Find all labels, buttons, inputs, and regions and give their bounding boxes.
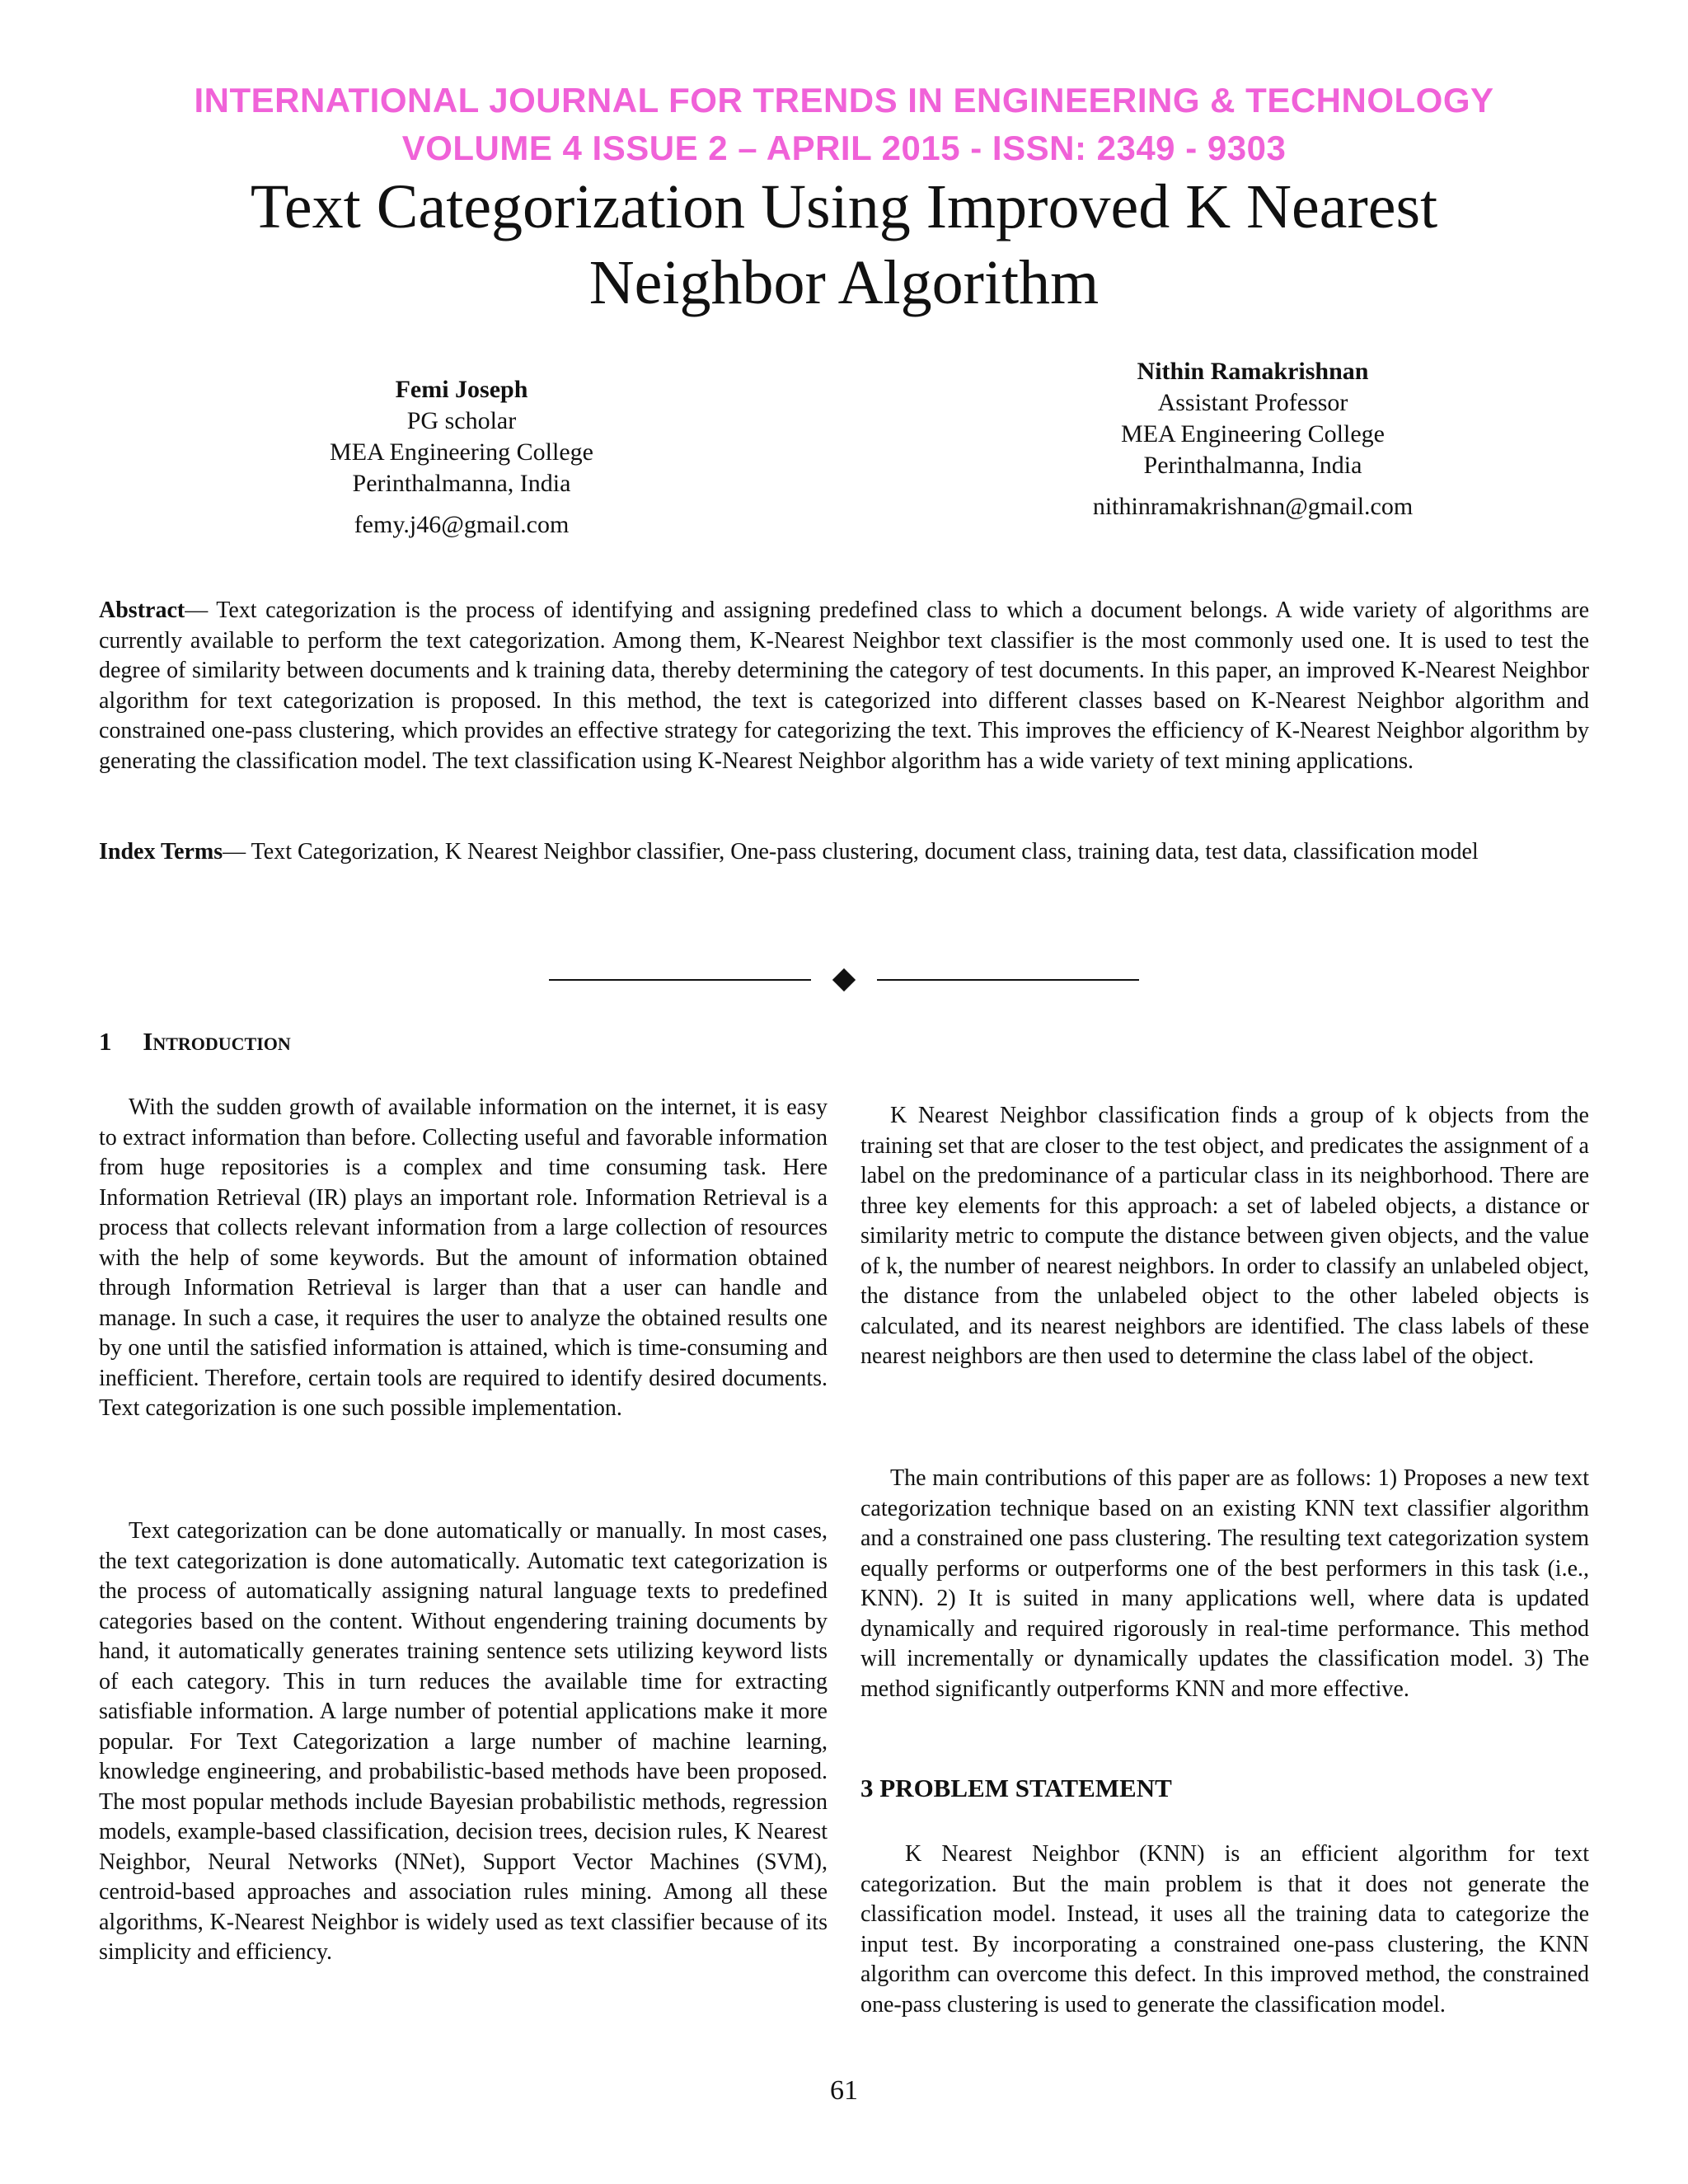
- divider-line-left: [549, 979, 811, 981]
- intro-paragraph-1: With the sudden growth of available information on the internet, it is easy to extract information than before. Collecting useful and favorable information from huge repositories is a complex and time consuming task. Here Information Retrieval (IR) plays an important role. Information Retrieval is a process that collects relevant information from a large collection of resources with the help of some keywords. But the amount of information obtained through Information Retrieval is larger than that a user can handle and manage. In such a case, it requires the user to analyze the obtained results one by one until the satisfied information is attained, which is time-consuming and inefficient. Therefore, certain tools are required to identify desired documents. Text categorization is one such possible implementation.: [99, 1094, 828, 1421]
- abstract: [99, 596, 1589, 776]
- title-line-2: Neighbor Algorithm: [588, 248, 1100, 317]
- page-number: 61: [830, 2075, 858, 2106]
- title-line-1: Text Categorization Using Improved K Nearest: [250, 172, 1438, 241]
- author-location: Perinthalmanna, India: [1143, 452, 1362, 479]
- paper-title: [0, 169, 1688, 321]
- author-role: PG scholar: [406, 407, 517, 434]
- problem-statement-paragraph: K Nearest Neighbor (KNN) is an efficient algorithm for text categorization. But the main problem is that it does not generate the classification model. Instead, it uses all the training data to categorize the input test. By incorporating a constrained one-pass clustering, the KNN algorithm can overcome this defect. In this improved method, the constrained one-pass clustering is used to generate the classification model.: [860, 1841, 1589, 2018]
- index-terms-text: — Text Categorization, K Nearest Neighbor classifier, One-pass clustering, document class, training data, test data, classification model: [223, 839, 1479, 865]
- abstract-text: — Text categorization is the process of identifying and assigning predefined class to which a document belongs. A wide variety of algorithms are currently available to perform the text categorization. Among them, K-Nearest Neighbor text classifier is the most commonly used one. It is used to test the degree of similarity between documents and k training data, thereby determining the category of test documents. In this paper, an improved K-Nearest Neighbor algorithm for text categorization is proposed. In this method, the text is categorized into different classes based on K-Nearest Neighbor algorithm and constrained one-pass clustering, which provides an effective strategy for categorizing the text. This improves the efficiency of K-Nearest Neighbor algorithm by generating the classification model. The text classification using K-Nearest Neighbor algorithm has a wide variety of text mining applications.: [99, 598, 1589, 774]
- intro-paragraph-3: K Nearest Neighbor classification finds a group of k objects from the training set that are closer to the test object, and predicates the assignment of a label on the predominance of a particular class in its neighborhood. There are three key elements for this approach: a set of labeled objects, a distance or similarity metric to compute the distance between given objects, and the value of k, the number of nearest neighbors. In order to classify an unlabeled object, the distance from the unlabeled object to the other labeled objects is calculated, and its nearest neighbors are identified. The class labels of these nearest neighbors are then used to determine the class label of the object.: [860, 1103, 1589, 1369]
- intro-paragraph-2: Text categorization can be done automatically or manually. In most cases, the text categorization is done automatically. Automatic text categorization is the process of automatically assigning natural language texts to predefined categories based on the content. Without engendering training documents by hand, it automatically generates training sentence sets utilizing keyword lists of each category. This in turn reduces the available time for extracting satisfiable information. A large number of potential applications make it more popular. For Text Categorization a large number of machine learning, knowledge engineering, and probabilistic-based methods have been proposed. The most popular methods include Bayesian probabilistic methods, regression models, example-based classification, decision trees, decision rules, K Nearest Neighbor, Neural Networks (NNet), Support Vector Machines (SVM), centroid-based approaches and association rules mining. Among all these algorithms, K-Nearest Neighbor is widely used as text classifier because of its simplicity and efficiency.: [99, 1518, 828, 1965]
- author-institution: MEA Engineering College: [1121, 420, 1385, 448]
- section-title: Introduction: [143, 1027, 291, 1056]
- divider-line-right: [877, 979, 1139, 981]
- intro-paragraph-4: The main contributions of this paper are as follows: 1) Proposes a new text categorization technique based on an existing KNN text classifier algorithm and a constrained one pass clustering. The resulting text categorization system equally performs or outperforms one of the best performers in this task (i.e., KNN). 2) It is suited in many applications well, where data is updated dynamically and required rigorously in real-time performance. This method will incrementally or dynamically updates the classification model. 3) The method significantly outperforms KNN and more effective.: [860, 1465, 1589, 1702]
- journal-issue: VOLUME 4 ISSUE 2 – APRIL 2015 - ISSN: 2349 - 9303: [401, 129, 1287, 167]
- author-1-block: [272, 374, 651, 541]
- author-2-block: [1030, 356, 1475, 523]
- diamond-icon: [832, 968, 856, 991]
- author-name: Femi Joseph: [395, 376, 528, 403]
- section-number: 1: [99, 1027, 112, 1056]
- author-email[interactable]: nithinramakrishnan@gmail.com: [1092, 493, 1414, 520]
- section-divider: [0, 964, 1688, 997]
- author-role: Assistant Professor: [1157, 389, 1348, 416]
- section-heading-problem-statement: 3 PROBLEM STATEMENT: [860, 1774, 1172, 1802]
- author-location: Perinthalmanna, India: [352, 470, 571, 497]
- index-terms-label: Index Terms: [99, 839, 223, 865]
- index-terms: [99, 837, 1589, 868]
- journal-name: INTERNATIONAL JOURNAL FOR TRENDS IN ENGINEERING & TECHNOLOGY: [194, 81, 1494, 120]
- author-institution: MEA Engineering College: [330, 438, 593, 466]
- abstract-label: Abstract: [99, 598, 185, 623]
- section-heading-introduction: [99, 1027, 291, 1057]
- author-email[interactable]: femy.j46@gmail.com: [354, 511, 570, 538]
- author-name: Nithin Ramakrishnan: [1137, 358, 1369, 385]
